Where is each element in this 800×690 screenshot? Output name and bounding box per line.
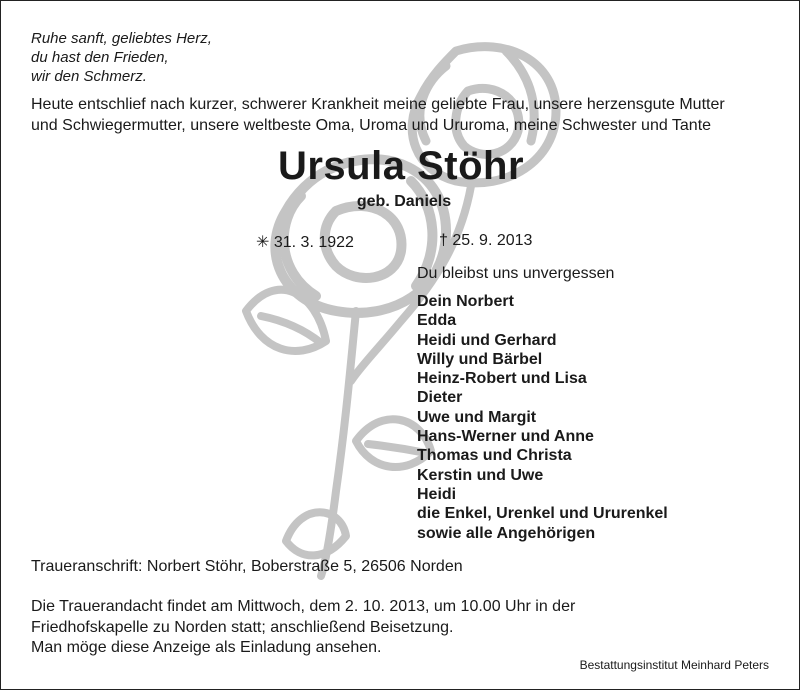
poem-line: wir den Schmerz. bbox=[31, 68, 147, 85]
mourner-entry: Willy und Bärbel bbox=[417, 350, 543, 368]
poem bbox=[31, 29, 212, 86]
death-cross-icon: † bbox=[439, 232, 448, 249]
mourner-entry: Heinz-Robert und Lisa bbox=[417, 370, 587, 388]
deceased-name: Ursula Stöhr bbox=[277, 144, 525, 188]
mourner-entry: Hans-Werner und Anne bbox=[417, 428, 594, 446]
service-line: Friedhofskapelle zu Norden statt; anschließend Beisetzung. bbox=[31, 618, 454, 636]
mourner-entry: sowie alle Angehörigen bbox=[417, 524, 596, 542]
mourner-entry: Dein Norbert bbox=[417, 293, 514, 310]
mourner-entry: Thomas und Christa bbox=[417, 447, 572, 465]
birth-date-line bbox=[256, 232, 354, 252]
birth-name: geb. Daniels bbox=[356, 193, 452, 210]
remembrance-text: Du bleibst uns unvergessen bbox=[417, 265, 615, 282]
announcement-line: und Schwiegermutter, unsere weltbeste Oma, Uroma und Ururoma, meine Schwester und Tante bbox=[31, 117, 712, 134]
condolence-address: Traueranschrift: Norbert Stöhr, Boberstraße 5, 26506 Norden bbox=[31, 558, 463, 575]
mourner-entry: Uwe und Margit bbox=[417, 408, 537, 426]
mourner-entry: Kerstin und Uwe bbox=[417, 466, 544, 484]
mourner-entry: die Enkel, Urenkel und Ururenkel bbox=[417, 505, 668, 523]
mourner-entry: Heidi bbox=[417, 485, 457, 503]
death-date: 25. 9. 2013 bbox=[452, 232, 533, 249]
service-line: Man möge diese Anzeige als Einladung ansehen. bbox=[31, 639, 382, 656]
mourner-list bbox=[417, 292, 668, 543]
birth-date: 31. 3. 1922 bbox=[273, 234, 354, 251]
funeral-home-name: Bestattungsinstitut Meinhard Peters bbox=[579, 658, 769, 672]
birth-star-icon: ✳ bbox=[256, 234, 270, 251]
service-line: Die Trauerandacht findet am Mittwoch, dem 2. 10. 2013, um 10.00 Uhr in der bbox=[31, 598, 576, 615]
poem-line: du hast den Frieden, bbox=[31, 49, 169, 66]
poem-line: Ruhe sanft, geliebtes Herz, bbox=[31, 30, 212, 47]
mourner-entry: Heidi und Gerhard bbox=[417, 331, 557, 349]
announcement-line: Heute entschlief nach kurzer, schwerer Krankheit meine geliebte Frau, unsere herzensgute Mutter bbox=[31, 96, 725, 113]
mourner-entry: Edda bbox=[417, 312, 457, 330]
mourner-entry: Dieter bbox=[417, 389, 463, 407]
death-date-line bbox=[439, 232, 532, 250]
service-info bbox=[31, 597, 575, 659]
announcement-text bbox=[31, 94, 781, 136]
